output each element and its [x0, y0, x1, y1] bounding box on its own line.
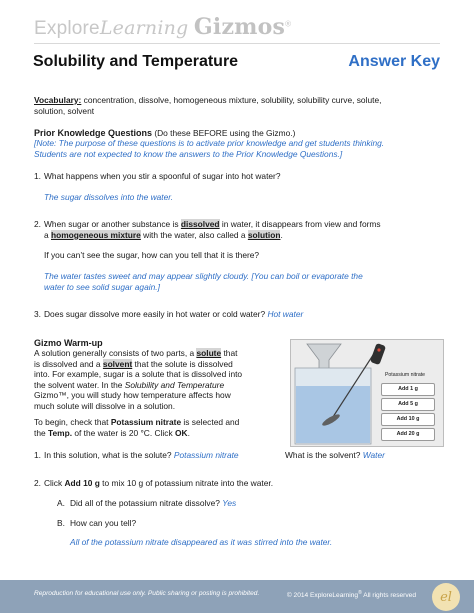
term-temp: Temp. [47, 427, 73, 438]
prior-question-3 [34, 309, 440, 320]
question-text [44, 450, 239, 461]
question-text [44, 219, 440, 240]
q2-text: to mix 10 g of potassium nitrate into the water. [99, 478, 274, 488]
question-number: 1. [34, 450, 41, 460]
add-1g-button[interactable]: Add 1 g [381, 383, 435, 396]
wp1-text: into. For example, sugar is a solute that is dissolved into [34, 369, 243, 380]
gizmo-screenshot [290, 339, 444, 447]
warmup-heading: Gizmo Warm-up [34, 338, 103, 348]
header-divider [34, 43, 440, 44]
prior-knowledge-heading [34, 128, 440, 139]
warmup-paragraph-2 [34, 417, 284, 438]
wp1-text: is dissolved and a [34, 358, 103, 369]
wp1-text: much solute will dissolve in a solution. [34, 400, 176, 411]
vocabulary-text-2: solution, solvent [34, 105, 95, 116]
answer-solvent: Water [362, 450, 385, 460]
wp1-text: the solvent water. In the [34, 379, 125, 390]
logo-reg: ® [285, 19, 292, 29]
wp2-text: of the water is 20 °C. Click [72, 427, 175, 438]
warmup-question-2a [57, 498, 437, 509]
prior-answer-3: Hot water [267, 309, 304, 319]
warmup-question-1 [34, 450, 440, 461]
term-add-10g: Add 10 g [64, 478, 100, 488]
page-header [0, 0, 474, 44]
explorelearning-gizmos-logo [34, 14, 291, 40]
sub-question-label: B. [57, 518, 65, 528]
add-10g-button[interactable]: Add 10 g [381, 413, 435, 426]
vocabulary [34, 95, 440, 116]
prior-question-2 [34, 219, 440, 241]
prior-note-line-1: [Note: The purpose of these questions is to activate prior knowledge and get students thinking. [34, 138, 385, 148]
wp2-text: is selected and [181, 417, 240, 427]
sub-question-text: How can you tell? [70, 518, 137, 528]
prior-question-1 [34, 171, 440, 182]
term-ok: OK [175, 427, 188, 438]
wp2-text: . [187, 427, 190, 438]
question-text: What happens when you stir a spoonful of sugar into hot water? [44, 171, 281, 181]
logo-explore: Explore [34, 18, 100, 39]
q2-text-e: . [280, 229, 283, 240]
answer-2-line-2: water to see solid sugar again.] [44, 281, 160, 292]
footer-copyright [287, 590, 416, 599]
page-title: Solubility and Temperature [33, 53, 239, 70]
term-homogeneous-mixture: homogeneous mixture [51, 229, 141, 240]
copyright-text: © 2014 ExploreLearning [286, 592, 359, 600]
q2-text-d: with the water, also called a [140, 229, 248, 240]
q2-text-c: a [44, 229, 51, 240]
answer-solute: Potassium nitrate [173, 450, 239, 460]
copyright-reg: ® [358, 590, 362, 596]
water-icon [296, 386, 370, 443]
q2-text-b: in water, it disappears from view and forms [219, 219, 381, 229]
prior-heading-tail: (Do these BEFORE using the Gizmo.) [152, 128, 296, 138]
wp1-text: that [221, 348, 238, 358]
qa-text: Did all of the potassium nitrate dissolve? [70, 498, 223, 508]
question-number: 3. [34, 309, 41, 319]
answer-2-line-1: The water tastes sweet and may appear slightly cloudy. [You can boil or evaporate the [44, 271, 363, 281]
term-potassium-nitrate: Potassium nitrate [110, 417, 182, 427]
footer-disclaimer: Reproduction for educational use only. Public sharing or posting is prohibited. [34, 590, 260, 597]
q2-text: Click [44, 478, 65, 488]
add-5g-button[interactable]: Add 5 g [381, 398, 435, 411]
question-number: 2. [34, 219, 41, 229]
q1-solute-text: In this solution, what is the solute? [44, 450, 174, 460]
prior-note [34, 138, 444, 159]
gizmo-name: Solubility and Temperature [124, 379, 225, 390]
add-20g-button[interactable]: Add 20 g [381, 428, 435, 441]
wp2-text: To begin, check that [34, 417, 111, 427]
wp2-text: the [34, 427, 48, 438]
question-number: 1. [34, 171, 41, 181]
solvent-question [285, 450, 385, 461]
term-solvent: solvent [102, 358, 133, 369]
logo-learning: Learning [99, 17, 189, 39]
vocabulary-label: Vocabulary: [34, 95, 82, 105]
term-solute: solute [196, 348, 222, 358]
answer-b: All of the potassium nitrate disappeared as it was stirred into the water. [70, 537, 333, 547]
warmup-question-2b [57, 518, 437, 529]
wp1-text: Gizmo™, you will study how temperature affects how [34, 390, 231, 401]
question-number: 2. [34, 478, 41, 488]
warmup-question-2 [34, 478, 440, 489]
wp1-text: that the solute is dissolved [132, 358, 233, 369]
term-dissolved: dissolved [180, 219, 220, 229]
q1-solvent-text: What is the solvent? [285, 450, 363, 460]
vocabulary-text: concentration, dissolve, homogeneous mixture, solubility, solubility curve, solute, [81, 95, 382, 105]
sub-question-text [70, 498, 236, 509]
answer-a: Yes [222, 498, 237, 508]
prior-question-2-follow-up: If you can’t see the sugar, how can you tell that it is there? [44, 250, 260, 260]
logo-gizmos: Gizmos [193, 14, 286, 40]
answer-key-label: Answer Key [348, 53, 440, 70]
solute-selector-label: Potassium nitrate [384, 372, 426, 378]
prior-answer-2 [44, 271, 440, 292]
term-solution: solution [247, 229, 281, 240]
warmup-paragraph-1 [34, 348, 284, 412]
prior-heading: Prior Knowledge Questions [34, 128, 153, 138]
q2-text-a: When sugar or another substance is [44, 219, 181, 229]
prior-answer-1: The sugar dissolves into the water. [44, 192, 174, 202]
prior-note-line-2: Students are not expected to know the answers to the Prior Knowledge Questions.] [34, 148, 343, 159]
sub-question-label: A. [57, 498, 65, 508]
q3-text: Does sugar dissolve more easily in hot water or cold water? [44, 309, 268, 319]
wp1-text: A solution generally consists of two parts, a [34, 348, 197, 358]
copyright-rights: All rights reserved [361, 592, 416, 600]
question-text [44, 478, 273, 489]
indicator-light-icon [377, 348, 380, 351]
question-text [44, 309, 303, 320]
page-footer [0, 580, 474, 613]
explorelearning-badge-icon: el [432, 583, 460, 611]
